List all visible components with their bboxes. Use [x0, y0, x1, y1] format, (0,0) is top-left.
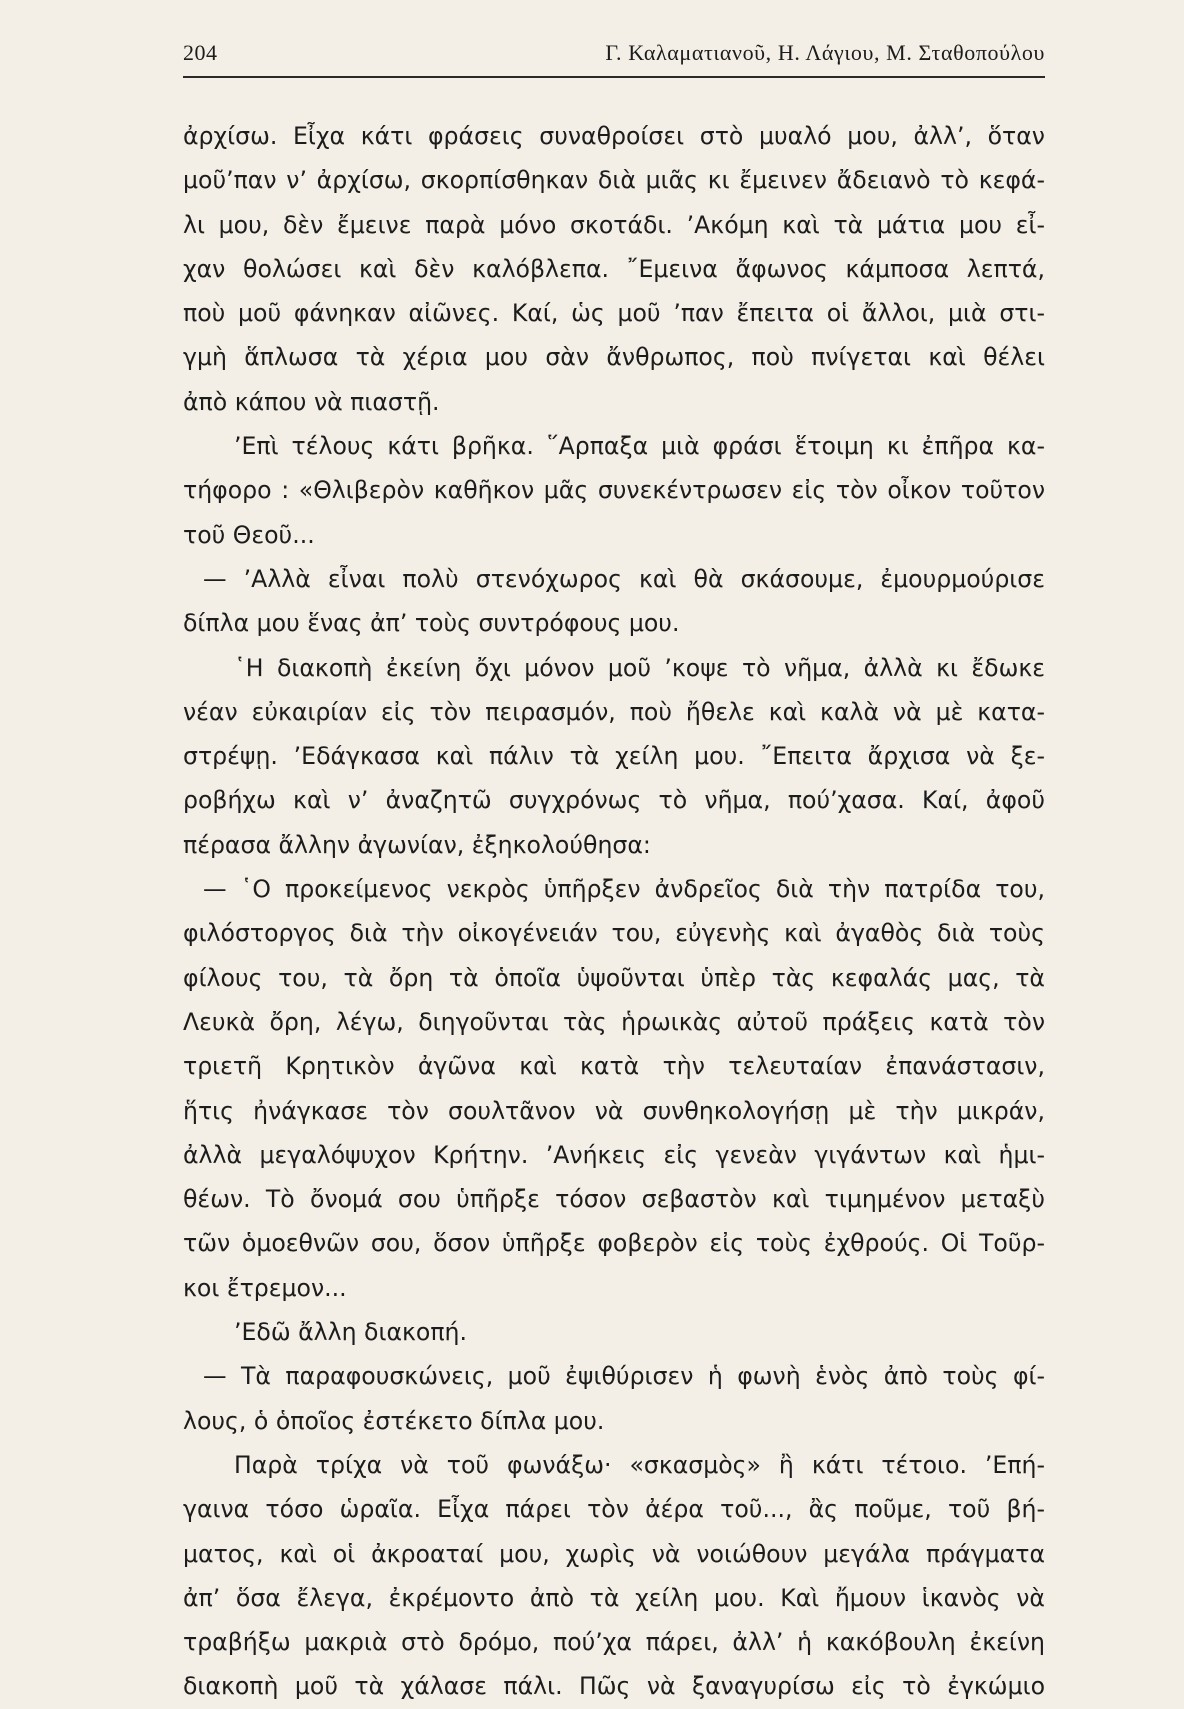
text-line: — Τὰ παραφουσκώνεις, μοῦ ἐψιθύρισεν ἡ φωνὴ ἑνὸς ἀπὸ τοὺς φί- [203, 1362, 1045, 1391]
text-line: τῶν ὁμοεθνῶν σου, ὅσον ὑπῆρξε φοβερὸν εἰς τοὺς ἐχθρούς. Οἱ Τοῦρ- [183, 1229, 1045, 1258]
text-line: ροβήχω καὶ ν’ ἀναζητῶ συγχρόνως τὸ νῆμα, πού’χασα. Καί, ἀφοῦ [183, 786, 1045, 815]
page-number: 204 [183, 40, 218, 65]
text-line: ποὺ μοῦ φάνηκαν αἰῶνες. Καί, ὡς μοῦ ’παν ἔπειτα οἱ ἄλλοι, μιὰ στι- [183, 299, 1045, 328]
text-line: δίπλα μου ἕνας ἀπ’ τοὺς συντρόφους μου. [183, 609, 680, 638]
text-line: — ’Αλλὰ εἶναι πολὺ στενόχωρος καὶ θὰ σκάσουμε, ἐμουρμούρισε [203, 564, 1045, 593]
text-line: ’Επὶ τέλους κάτι βρῆκα. ῞Αρπαξα μιὰ φράσι ἕτοιμη κι ἐπῆρα κα- [234, 432, 1045, 461]
text-line: τήφορο : «Θλιβερὸν καθῆκον μᾶς συνεκέντρωσεν εἰς τὸν οἶκον τοῦτον [183, 476, 1045, 505]
text-line: ματος, καὶ οἱ ἀκροαταί μου, χωρὶς νὰ νοιώθουν μεγάλα πράγματα [183, 1539, 1045, 1568]
running-header [183, 40, 1045, 80]
text-line: τραβήξω μακριὰ στὸ δρόμο, πού’χα πάρει, ἀλλ’ ἡ κακόβουλη ἐκείνη [183, 1628, 1045, 1657]
text-line: φίλους του, τὰ ὄρη τὰ ὁποῖα ὑψοῦνται ὑπὲρ τὰς κεφαλάς μας, τὰ [183, 963, 1045, 992]
text-line: γμὴ ἅπλωσα τὰ χέρια μου σὰν ἄνθρωπος, ποὺ πνίγεται καὶ θέλει [183, 343, 1045, 372]
text-line: χαν θολώσει καὶ δὲν καλόβλεπα. ῎Εμεινα ἄφωνος κάμποσα λεπτά, [183, 254, 1045, 283]
text-line: ἀπὸ κάπου νὰ πιαστῇ. [183, 387, 440, 416]
text-line: ῾Η διακοπὴ ἐκείνη ὄχι μόνον μοῦ ’κοψε τὸ νῆμα, ἀλλὰ κι ἔδωκε [234, 653, 1045, 682]
text-line: μοῦ’παν ν’ ἀρχίσω, σκορπίσθηκαν διὰ μιᾶς κι ἔμεινεν ἄδειανὸ τὸ κεφά- [183, 166, 1045, 195]
header-rule [183, 76, 1045, 78]
text-line: λι μου, δὲν ἔμεινε παρὰ μόνο σκοτάδι. ’Ακόμη καὶ τὰ μάτια μου εἶ- [183, 210, 1045, 239]
text-line: Παρὰ τρίχα νὰ τοῦ φωνάξω· «σκασμὸς» ἢ κάτι τέτοιο. ’Επή- [234, 1450, 1045, 1479]
text-line: θέων. Τὸ ὄνομά σου ὑπῆρξε τόσον σεβαστὸν καὶ τιμημένον μεταξὺ [183, 1185, 1045, 1214]
text-line: ἥτις ἠνάγκασε τὸν σουλτᾶνον νὰ συνθηκολογήσῃ μὲ τὴν μικράν, [183, 1096, 1045, 1125]
body-text [183, 114, 1045, 1709]
text-line: φιλόστοργος διὰ τὴν οἰκογένειάν του, εὐγενὴς καὶ ἀγαθὸς διὰ τοὺς [183, 919, 1045, 948]
text-line: διακοπὴ μοῦ τὰ χάλασε πάλι. Πῶς νὰ ξαναγυρίσω εἰς τὸ ἐγκώμιο [183, 1672, 1045, 1701]
text-line: στρέψῃ. ’Εδάγκασα καὶ πάλιν τὰ χείλη μου. ῎Επειτα ἄρχισα νὰ ξε- [183, 742, 1045, 771]
text-line: γαινα τόσο ὡραῖα. Εἶχα πάρει τὸν ἀέρα τοῦ..., ἂς ποῦμε, τοῦ βή- [183, 1495, 1045, 1524]
text-line: τοῦ Θεοῦ... [183, 520, 315, 549]
text-line: λους, ὁ ὁποῖος ἐστέκετο δίπλα μου. [183, 1406, 605, 1435]
text-line: Λευκὰ ὄρη, λέγω, διηγοῦνται τὰς ἡρωικὰς αὐτοῦ πράξεις κατὰ τὸν [183, 1007, 1045, 1036]
text-line: ἀρχίσω. Εἶχα κάτι φράσεις συναθροίσει στὸ μυαλό μου, ἀλλ’, ὅταν [183, 122, 1045, 150]
text-line: νέαν εὐκαιρίαν εἰς τὸν πειρασμόν, ποὺ ἤθελε καὶ καλὰ νὰ μὲ κατα- [183, 697, 1045, 726]
text-line: πέρασα ἄλλην ἀγωνίαν, ἐξηκολούθησα: [183, 830, 651, 859]
text-line: τριετῆ Κρητικὸν ἀγῶνα καὶ κατὰ τὴν τελευταίαν ἐπανάστασιν, [183, 1052, 1045, 1081]
text-line: — ῾Ο προκείμενος νεκρὸς ὑπῆρξεν ἀνδρεῖος διὰ τὴν πατρίδα του, [203, 875, 1045, 904]
text-line: κοι ἔτρεμον... [183, 1273, 347, 1302]
text-line: ’Εδῶ ἄλλη διακοπή. [234, 1318, 467, 1347]
running-header-title: Γ. Καλαματιανοῦ, Η. Λάγιου, Μ. Σταθοπούλου [605, 40, 1045, 65]
text-line: ἀλλὰ μεγαλόψυχον Κρήτην. ’Ανήκεις εἰς γενεὰν γιγάντων καὶ ἡμι- [183, 1140, 1045, 1169]
text-line: ἀπ’ ὅσα ἔλεγα, ἐκρέμοντο ἀπὸ τὰ χείλη μου. Καὶ ἤμουν ἱκανὸς νὰ [183, 1583, 1045, 1612]
